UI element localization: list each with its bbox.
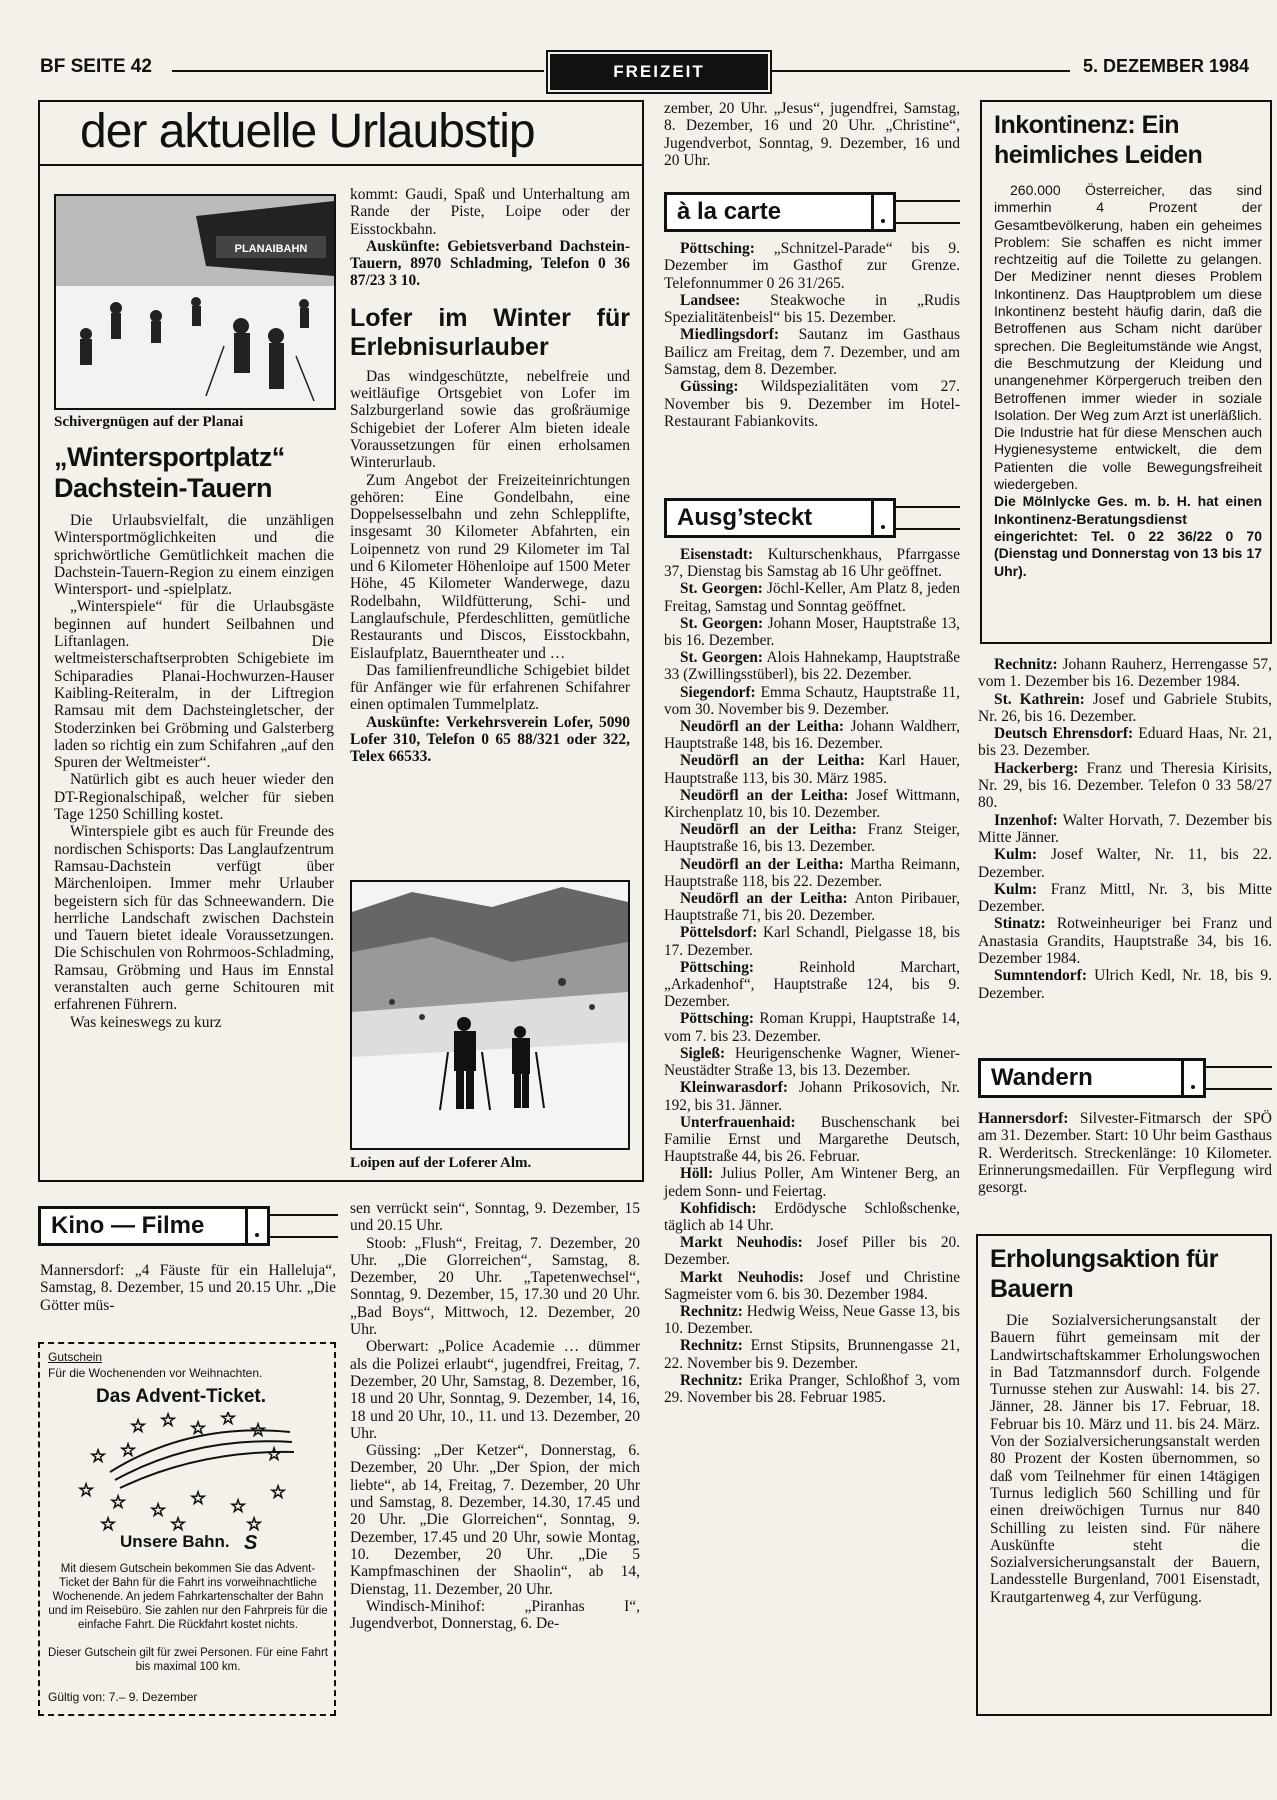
ausgsteckt-entry-text: Franz Steiger, Hauptstraße 16, bis 13. Dezember. xyxy=(664,821,960,856)
inkontinenz-bold: Die Mölnlycke Ges. m. b. H. hat einen Inkontinenz-Beratungsdienst eingerichtet: Tel. 0 22 36/22 0 70 (Dienstag und Donnerstag von 13 bis 17 Uhr). xyxy=(994,493,1262,579)
ausgsteckt-entry xyxy=(664,752,960,786)
kino-rubric-line xyxy=(270,1214,338,1238)
svg-text:☆: ☆ xyxy=(100,1514,117,1532)
gutschein-coupon[interactable] xyxy=(38,1342,336,1716)
urlaubstip-col1 xyxy=(54,512,334,1031)
alacarte-rubric-dot xyxy=(874,192,896,232)
lofer-p1: Das windgeschützte, nebelfreie und weitläufige Ortsgebiet von Lofer im Salzburgerland sowie das großräumige Schigebiet der Loferer Alm bieten ideale Voraussetzungen für einen erholsamen Winterurlaub. xyxy=(350,367,630,472)
ausgsteckt-entry-place: Eisenstadt: xyxy=(680,546,754,563)
ausgsteckt-entry-place: Siegendorf: xyxy=(680,683,756,701)
ausgsteckt-entry xyxy=(664,1165,960,1199)
ausgsteckt-entry-text: Julius Poller, Am Wintener Berg, an jedem Sonn- und Feiertag. xyxy=(664,1165,960,1200)
info1-label: Auskünfte: xyxy=(366,237,441,255)
ausgsteckt-entry xyxy=(664,1114,960,1166)
ausgsteckt-rubric-label: Ausg’steckt xyxy=(664,498,874,538)
ausgsteckt-entry-text: Johann Waldherr, Hauptstraße 148, bis 16. Dezember. xyxy=(664,718,960,753)
ausgsteckt-entry-text: Josef und Christine Sagmeister vom 6. bis 30. Dezember 1984. xyxy=(664,1268,960,1303)
ausgsteckt-entry-text: Erika Pranger, Schloßhof 3, vom 29. November bis 28. Februar 1985. xyxy=(664,1371,961,1406)
alacarte-entry-text: Wildspezialitäten vom 27. November bis 9. Dezember im Hotel-Restaurant Fabiankovits. xyxy=(664,378,960,430)
ausgsteckt-entry xyxy=(664,1045,960,1079)
ausgsteckt-entry-place: Rechnitz: xyxy=(680,1371,743,1389)
ausgsteckt-entry-place: Unterfrauenhaid: xyxy=(680,1113,796,1131)
ausgsteckt-entry xyxy=(664,959,960,1011)
ausgsteckt-entry-place: Pöttsching: xyxy=(680,1010,754,1028)
kino-col1-text: Mannersdorf: „4 Fäuste für ein Halleluja“, Samstag, 8. Dezember, 15 und 20.15 Uhr. „Die Götter müs- xyxy=(40,1262,336,1314)
svg-text:☆: ☆ xyxy=(120,1440,137,1461)
header-rule-right xyxy=(770,70,1070,72)
planai-caption: Schivergnügen auf der Planai xyxy=(54,414,244,430)
ausgsteckt-entry xyxy=(664,1269,960,1303)
svg-text:☆: ☆ xyxy=(170,1514,187,1532)
ausgsteckt-entry xyxy=(664,580,960,614)
col4-entry xyxy=(978,846,1272,881)
urlaubstip-col2 xyxy=(350,186,630,766)
svg-text:☆: ☆ xyxy=(270,1482,287,1503)
col4-entry-text: Eduard Haas, Nr. 21, bis 23. Dezember. xyxy=(978,725,1273,760)
wandern-rubric-line xyxy=(1206,1066,1272,1090)
gutschein-label: Gutschein xyxy=(48,1350,103,1364)
alacarte-rubric xyxy=(664,192,960,232)
col4-entry xyxy=(978,812,1272,847)
ausgsteckt-entry-place: Neudörfl an der Leitha: xyxy=(680,855,844,873)
planai-sign-text: PLANAIBAHN xyxy=(234,243,308,255)
col4-entry xyxy=(978,760,1272,812)
ausgsteckt-rubric-dot xyxy=(874,498,896,538)
page-date: 5. DEZEMBER 1984 xyxy=(1083,56,1250,76)
svg-text:☆: ☆ xyxy=(250,1420,267,1441)
col4-entry-place: Deutsch Ehrensdorf: xyxy=(994,725,1134,743)
alacarte-entry xyxy=(664,240,960,292)
svg-text:☆: ☆ xyxy=(110,1492,127,1513)
ausgsteckt-entry-place: Kleinwarasdorf: xyxy=(680,1079,788,1097)
ausgsteckt-entry-text: Martha Reimann, Hauptstraße 118, bis 22. Dezember. xyxy=(664,855,960,890)
ausgsteckt-entry-text: Josef Piller bis 20. Dezember. xyxy=(664,1234,960,1269)
inkontinenz-body xyxy=(994,182,1262,580)
info2-label: Auskünfte: xyxy=(366,713,441,731)
ausgsteckt-entry-place: Rechnitz: xyxy=(680,1337,743,1355)
ausgsteckt-entry xyxy=(664,649,960,683)
urlaubstip-col1-p3: Natürlich gibt es auch heuer wieder den DT-Regionalschipaß, welcher für sieben Tage 1250 Schilling kostet. xyxy=(54,771,334,824)
svg-text:☆: ☆ xyxy=(190,1488,207,1509)
gutschein-sub: Für die Wochenenden vor Weihnachten. xyxy=(48,1366,263,1380)
kino-col1 xyxy=(40,1262,336,1314)
col4-entry-text: Josef Walter, Nr. 11, bis 22. Dezember. xyxy=(978,846,1273,881)
lofer-photo-image xyxy=(352,882,628,1148)
urlaubstip-banner xyxy=(40,102,642,166)
svg-text:☆: ☆ xyxy=(150,1500,167,1521)
ausgsteckt-entry-text: Josef Wittmann, Kirchenplatz 10, bis 10. Dezember. xyxy=(664,786,961,822)
lofer-photo xyxy=(350,880,630,1150)
ausgsteckt-entry xyxy=(664,718,960,752)
ausgsteckt-entry-place: St. Georgen: xyxy=(680,614,764,632)
ausgsteckt-entry xyxy=(664,1372,960,1406)
planai-photo xyxy=(54,194,336,410)
kino-col2-p2: Stoob: „Flush“, Freitag, 7. Dezember, 20 Uhr. „Die Glorreichen“, Samstag, 8. Dezember, 20 Uhr. „Tapetenwechsel“, Sonntag, 9. Dezember, 15, 17.30 und 20 Uhr. „Bad Boys“, Mittwoch, 12. Dezember, 20 Uhr. xyxy=(350,1234,640,1339)
ausgsteckt-entry xyxy=(664,684,960,718)
ausgsteckt-rubric-line xyxy=(896,506,960,530)
col4-entry-place: St. Kathrein: xyxy=(994,690,1085,708)
ausgsteckt-entry-place: Kohfidisch: xyxy=(680,1199,757,1217)
ausgsteckt-entry-text: Heurigenschenke Wagner, Wiener-Neustädter Straße 13, bis 13. Dezember. xyxy=(664,1044,961,1080)
ausgsteckt-entry-place: St. Georgen: xyxy=(680,649,763,667)
ausgsteckt-entry xyxy=(664,1234,960,1268)
col4-entry xyxy=(978,691,1272,726)
col4-entry xyxy=(978,656,1272,691)
inkontinenz-text: 260.000 Österreicher, das sind immerhin 4 Prozent der Gesamtbevölkerung, haben ein geheimes Problem: Sie schaffen es nicht immer rechtzeitig auf die Toilette zu gelangen. Der Mediziner nennt dieses Problem Inkontinenz. Das Hauptproblem um diese Inkontinenz besteht häufig darin, daß die Betroffenen aus Scham nicht darüber sprechen. Die Begleitumstände wie Angst, die Beschmutzung der Kleidung und unangenehmer Körpergeruch treiben den Betroffenen immer wieder in soziale Isolation. Der Weg zum Arzt ist unerläßlich. Die Industrie hat für diese Menschen auch Hygienesysteme entwickelt, die dem Patienten die volle Bewegungsfreiheit wiedergeben. xyxy=(994,182,1262,493)
col4-entry-place: Inzenhof: xyxy=(994,811,1058,829)
ausgsteckt-entry xyxy=(664,821,960,855)
col4-entry-place: Sumntendorf: xyxy=(994,967,1088,985)
col4-entry-text: Franz und Theresia Kirisits, Nr. 29, bis 16. Dezember. Telefon 0 33 58/27 80. xyxy=(978,759,1272,812)
col4-entry xyxy=(978,725,1272,760)
ausgsteckt-entry-place: St. Georgen: xyxy=(680,580,763,598)
ausgsteckt-entry-text: Karl Hauer, Hauptstraße 113, bis 30. März 1985. xyxy=(664,752,960,787)
ausgsteckt-entry xyxy=(664,1079,960,1113)
lofer-p2: Zum Angebot der Freizeiteinrichtungen gehören: Eine Gondelbahn, eine Doppelsesselbahn und zehn Schlepplifte, insgesamt 30 Kilometer Abfahrten, ein Loipennetz von rund 29 Kilometer im Tal und 6 Kilometer Höhenloipe auf 1500 Meter Höhe, 45 Kilometer Wanderwege, dazu Rodelbahn, Wildfütterung, Schi- und Langlaufschule, Pferdeschlitten, gemütliche Restaurants und Discos, Eisstockbahn, Eislaufplatz, Bauerntheater und … xyxy=(350,471,630,662)
gutschein-text2: Dieser Gutschein gilt für zwei Personen. Für eine Fahrt bis maximal 100 km. xyxy=(48,1647,328,1673)
col3-top-text: zember, 20 Uhr. „Jesus“, jugendfrei, Samstag, 8. Dezember, 16 und 20 Uhr. „Christine“, Jugendverbot, Sonntag, 9. Dezember, 16 und 20 Uhr. xyxy=(664,100,960,169)
col4-entry-text: Walter Horvath, 7. Dezember bis Mitte Jänner. xyxy=(978,811,1272,846)
alacarte-entry xyxy=(664,378,960,430)
col4-entry-place: Kulm: xyxy=(994,846,1038,864)
kino-col2-p1: sen verrückt sein“, Sonntag, 9. Dezember, 15 und 20.15 Uhr. xyxy=(350,1200,640,1235)
ausgsteckt-entry-text: Ernst Stipsits, Brunnengasse 21, 22. November bis 9. Dezember. xyxy=(664,1337,960,1372)
ausgsteckt-entry-text: Buschenschank bei Familie Ernst und Margarethe Deutsch, Hauptstraße 44, bis 26. Februar. xyxy=(664,1113,961,1166)
ausgsteckt-entry-text: Johann Prikosovich, Nr. 192, bis 31. Jänner. xyxy=(664,1079,960,1114)
ausgsteckt-entry-place: Pöttsching: xyxy=(680,958,754,976)
ausgsteckt-entry-text: Jöchl-Keller, Am Platz 8, jeden Freitag, Samstag und Sonntag geöffnet. xyxy=(664,580,960,615)
wintersport-headline: „Wintersportplatz“ Dachstein-Tauern xyxy=(54,442,285,503)
star-shower-icon xyxy=(70,1412,310,1532)
ausgsteckt-entry-place: Höll: xyxy=(680,1165,714,1183)
col4-entry-text: Johann Rauherz, Herrengasse 57, vom 1. Dezember bis 16. Dezember 1984. xyxy=(978,656,1273,691)
urlaubstip-col1-p4: Winterspiele gibt es auch für Freunde des nordischen Schisports: Das Langlaufzentrum Ramsau-Dachstein verfügt über Märchenloipen. Immer mehr Urlauber begeistern sich für das Schneewandern. Die herrliche Landschaft zwischen Dachstein und Tauern bietet ideale Voraussetzungen. Die Schischulen von Rohrmoos-Schladming, Ramsau, Gröbming und Haus im Ennstal veranstalten auch gerne Schitouren mit erfahrenen Führern. xyxy=(54,823,334,1014)
urlaubstip-banner-text: der aktuelle Urlaubstip xyxy=(80,105,535,158)
lofer-p3: Das familienfreundliche Schigebiet bildet für Anfänger wie für erfahrenen Schifahrer einen optimalen Tummelplatz. xyxy=(350,661,630,714)
svg-text:☆: ☆ xyxy=(130,1416,147,1437)
kino-rubric-label: Kino — Filme xyxy=(38,1206,248,1246)
erholung-body xyxy=(990,1312,1260,1606)
inkontinenz-headline: Inkontinenz: Ein heimliches Leiden xyxy=(994,111,1203,169)
kino-col2-p3: Oberwart: „Police Academie … dümmer als die Polizei erlaubt“, jugendfrei, Freitag, 7. Dezember, 20 Uhr, Samstag, 8. Dezember, 16, 18 und 20 Uhr, Sonntag, 9. Dezember, 14, 16, 18 und 20 Uhr, 10., 11. und 13. Dezember, 20 Uhr. xyxy=(350,1338,640,1442)
urlaubstip-col1-p5: Was keineswegs zu kurz xyxy=(70,1013,222,1031)
col4-entry xyxy=(978,881,1272,916)
col4-entry-text: Josef und Gabriele Stubits, Nr. 26, bis 16. Dezember. xyxy=(978,690,1272,725)
page-label: BF SEITE 42 xyxy=(40,56,152,77)
svg-text:☆: ☆ xyxy=(190,1418,207,1439)
col4-entry-text: Franz Mittl, Nr. 3, bis Mitte Dezember. xyxy=(978,880,1273,916)
ausgsteckt-entry xyxy=(664,1010,960,1044)
ausgsteckt-entry-text: Johann Moser, Hauptstraße 13, bis 16. Dezember. xyxy=(664,614,960,650)
alacarte-rubric-label: à la carte xyxy=(664,192,874,232)
ausgsteckt-entry-place: Neudörfl an der Leitha: xyxy=(680,821,857,839)
ausgsteckt-entry xyxy=(664,546,960,580)
wandern-rubric-label: Wandern xyxy=(978,1058,1184,1098)
kino-rubric xyxy=(38,1206,338,1246)
inkontinenz-box xyxy=(980,100,1272,644)
info2-text: Verkehrsverein Lofer, 5090 Lofer 310, Telefon 0 65 88/321 oder 322, Telex 66533. xyxy=(350,713,630,766)
ausgsteckt-entry xyxy=(664,615,960,649)
ausgsteckt-entry-place: Markt Neuhodis: xyxy=(680,1234,803,1252)
ausgsteckt-entry-place: Rechnitz: xyxy=(680,1302,743,1320)
alacarte-entry-place: Pöttsching: xyxy=(680,240,755,257)
lofer-caption: Loipen auf der Loferer Alm. xyxy=(350,1155,532,1171)
ausgsteckt-entry-text: Anton Piribauer, Hauptstraße 71, bis 20. Dezember. xyxy=(664,890,960,925)
erholung-headline: Erholungsaktion für Bauern xyxy=(990,1245,1218,1303)
gutschein-valid: Gültig von: 7.– 9. Dezember xyxy=(48,1690,198,1704)
wandern-text: Silvester-Fitmarsch der SPÖ am 31. Dezember. Start: 10 Uhr beim Gasthaus R. Werderitsch. Streckenlänge: 10 Kilometer. Erinnerungsmedaillen. Für Verpflegung wird gesorgt. xyxy=(978,1110,1272,1197)
erholung-text: Die Sozialversicherungsanstalt der Bauern führt gemeinsam mit der Landwirtschaftskammer Erholungswochen in Bad Tatzmannsdorf durch. Folgende Turnusse stehen zur Auswahl: 14. bis 27. Jänner, 28. Jänner bis 17. Februar, 18. Februar bis 10. März und 11. bis 24. März. Von der Sozialversicherungsanstalt werden 80 Prozent der Kosten übernommen, so daß vom Teilnehmer für einen 14tägigen Turnus lediglich 560 Schilling und für einen dreiwöchigen Turnus nur 840 Schilling zu leisten sind. Für nähere Auskünfte steht die Sozialversicherungsanstalt der Bauern, Landesstelle Burgenland, 7001 Eisenstadt, Krautgartenweg 4, zur Verfügung. xyxy=(990,1312,1260,1606)
col4-entry-place: Stinatz: xyxy=(994,915,1046,933)
col4-entry-text: Ulrich Kedl, Nr. 18, bis 9. Dezember. xyxy=(978,967,1272,1002)
planai-photo-image xyxy=(56,196,334,408)
col4-entry xyxy=(978,967,1272,1002)
col4-entry-place: Kulm: xyxy=(994,880,1038,898)
alacarte-entry-place: Miedlingsdorf: xyxy=(680,326,780,344)
ausgsteckt-entry-text: Roman Kruppi, Hauptstraße 14, vom 7. bis 23. Dezember. xyxy=(664,1010,960,1045)
ausgsteckt-entry xyxy=(664,890,960,924)
ausgsteckt-entry-text: Kulturschenkhaus, Pfarrgasse 37, Dienstag bis Samstag ab 16 Uhr geöffnet. xyxy=(664,546,960,581)
ausgsteckt-entry-place: Markt Neuhodis: xyxy=(680,1268,804,1286)
alacarte-entry-place: Landsee: xyxy=(680,291,741,309)
urlaubstip-col1-p1: Die Urlaubsvielfalt, die unzähligen Wintersportmöglichkeiten und die sprichwörtliche Gemütlichkeit machen die Dachstein-Tauern-Region zu einem einzigen Wintersport- und -spielplatz. xyxy=(54,512,334,599)
svg-text:☆: ☆ xyxy=(78,1480,95,1501)
erholung-box xyxy=(976,1234,1272,1716)
kino-col2-p4: Güssing: „Der Ketzer“, Donnerstag, 6. Dezember, 20 Uhr. „Der Spion, der mich liebte“, ab 14, Freitag, 7. Dezember, 20 Uhr und Samstag, 8. Dezember, 14.30, 17.45 und 20 Uhr. „Die Glorreichen“, Sonntag, 9. Dezember, 17.45 und 20 Uhr, sowie Montag, 10. Dezember, 20 Uhr. „Die 5 Kampfmaschinen der Shaolin“, ab 14, Dienstag, 11. Dezember, 20 Uhr. xyxy=(350,1442,640,1598)
col4-list xyxy=(978,656,1272,1002)
ausgsteckt-entry-text: Emma Schautz, Hauptstraße 11, vom 30. November bis 9. Dezember. xyxy=(664,683,960,718)
alacarte-entry-text: „Schnitzel-Parade“ bis 9. Dezember im Gasthof zur Grenze. Telefonnummer 0 26 31/265. xyxy=(664,240,961,292)
ausgsteckt-entry xyxy=(664,1337,960,1371)
urlaubstip-col2-p1: kommt: Gaudi, Spaß und Unterhaltung am Rande der Piste, Loipe oder der Eisstockbahn. xyxy=(350,186,630,238)
ausgsteckt-entry-text: Alois Hahnekamp, Hauptstraße 33 (Zwillingsstüberl), bis 22. Dezember. xyxy=(664,649,961,684)
col4-entry-place: Rechnitz: xyxy=(994,656,1058,673)
header-rule-left xyxy=(172,70,544,72)
ausgsteckt-entry-place: Pöttelsdorf: xyxy=(680,924,758,942)
alacarte-entry xyxy=(664,292,960,327)
col3-top xyxy=(664,100,960,169)
ausgsteckt-entry xyxy=(664,856,960,890)
ausgsteckt-entry-text: Erdödysche Schloßschenke, täglich ab 14 Uhr. xyxy=(664,1199,961,1234)
ausgsteckt-entry-place: Neudörfl an der Leitha: xyxy=(680,752,866,770)
gutschein-brand: Unsere Bahn. xyxy=(120,1532,230,1551)
svg-text:☆: ☆ xyxy=(266,1444,283,1465)
wandern-body xyxy=(978,1110,1272,1196)
kino-col2 xyxy=(350,1200,640,1632)
info1-text: Gebietsverband Dachstein-Tauern, 8970 Schladming, Telefon 0 36 87/23 3 10. xyxy=(350,237,630,290)
ausgsteckt-entry-place: Neudörfl an der Leitha: xyxy=(680,890,848,908)
wandern-place: Hannersdorf: xyxy=(978,1110,1069,1127)
alacarte-entry-text: Sautanz im Gasthaus Bailicz am Freitag, dem 7. Dezember, und am Samstag, dem 8. Dezember. xyxy=(664,326,960,379)
ausgsteckt-entry xyxy=(664,1200,960,1234)
bahn-logo-icon: S xyxy=(244,1532,258,1554)
ausgsteckt-entry xyxy=(664,1303,960,1337)
col4-entry-place: Hackerberg: xyxy=(994,759,1079,777)
ausgsteckt-entry-place: Sigleß: xyxy=(680,1044,726,1062)
ausgsteckt-entry xyxy=(664,787,960,821)
ausgsteckt-entry-place: Neudörfl an der Leitha: xyxy=(680,786,849,804)
ausgsteckt-entry-text: Karl Schandl, Pielgasse 18, bis 17. Dezember. xyxy=(664,924,960,959)
ausgsteckt-rubric xyxy=(664,498,960,538)
alacarte-entry xyxy=(664,326,960,378)
col4-entry xyxy=(978,915,1272,967)
gutschein-title: Das Advent-Ticket. xyxy=(96,1386,266,1407)
alacarte-rubric-line xyxy=(896,200,960,224)
svg-text:☆: ☆ xyxy=(90,1446,107,1467)
section-label: FREIZEIT xyxy=(550,54,768,90)
svg-text:☆: ☆ xyxy=(220,1412,237,1429)
ausgsteckt-entry xyxy=(664,924,960,958)
wandern-rubric-dot xyxy=(1184,1058,1206,1098)
wandern-rubric xyxy=(978,1058,1272,1098)
svg-text:☆: ☆ xyxy=(230,1496,247,1517)
kino-col2-p5: Windisch-Minihof: „Piranhas I“, Jugendverbot, Donnerstag, 6. De- xyxy=(350,1597,640,1633)
lofer-headline: Lofer im Winter für Erlebnisurlauber xyxy=(350,303,630,361)
ausgsteckt-entry-place: Neudörfl an der Leitha: xyxy=(680,718,844,736)
svg-text:☆: ☆ xyxy=(160,1412,177,1431)
ausgsteckt-entry-text: Hedwig Weiss, Neue Gasse 13, bis 10. Dezember. xyxy=(664,1302,960,1338)
ausgsteckt-entry-text: Reinhold Marchart, „Arkadenhof“, Hauptstraße 124, bis 9. Dezember. xyxy=(664,958,960,1011)
alacarte-entry-place: Güssing: xyxy=(680,378,739,396)
urlaubstip-box xyxy=(38,100,644,1182)
alacarte-entry-text: Steakwoche in „Rudis Spezialitätenbeisl“ bis 15. Dezember. xyxy=(664,291,960,327)
svg-text:☆: ☆ xyxy=(246,1514,263,1532)
kino-rubric-dot xyxy=(248,1206,270,1246)
urlaubstip-col1-p2: „Winterspiele“ für die Urlaubsgäste beginnen auf hundert Seilbahnen und Liftanlagen. Die weltmeisterschaftserprobten Schigebiete im Schiparadies Planai-Hochwurzen-Hauser Kaibling-Reiteralm, in der Liftregion Ramsau mit dem Dachsteingletscher, der Stoderzinken bei Gröbming und Galsterberg laden so richtig ein zum Schifahren „auf den Spuren der Weltmeister“. xyxy=(54,598,334,772)
ausgsteckt-list xyxy=(664,546,960,1406)
col4-entry-text: Rotweinheuriger bei Franz und Anastasia Grandits, Hauptstraße 34, bis 16. Dezember 1984. xyxy=(978,915,1272,968)
alacarte-list xyxy=(664,240,960,430)
gutschein-text1: Mit diesem Gutschein bekommen Sie das Advent-Ticket der Bahn für die Fahrt ins vorweihnachtliche Wochenende. An jedem Fahrkartenschalter der Bahn und im Reisebüro. Sie zahlen nur den Fahrpreis für die einfache Fahrt. Die Rückfahrt kostet nichts. xyxy=(48,1563,328,1631)
